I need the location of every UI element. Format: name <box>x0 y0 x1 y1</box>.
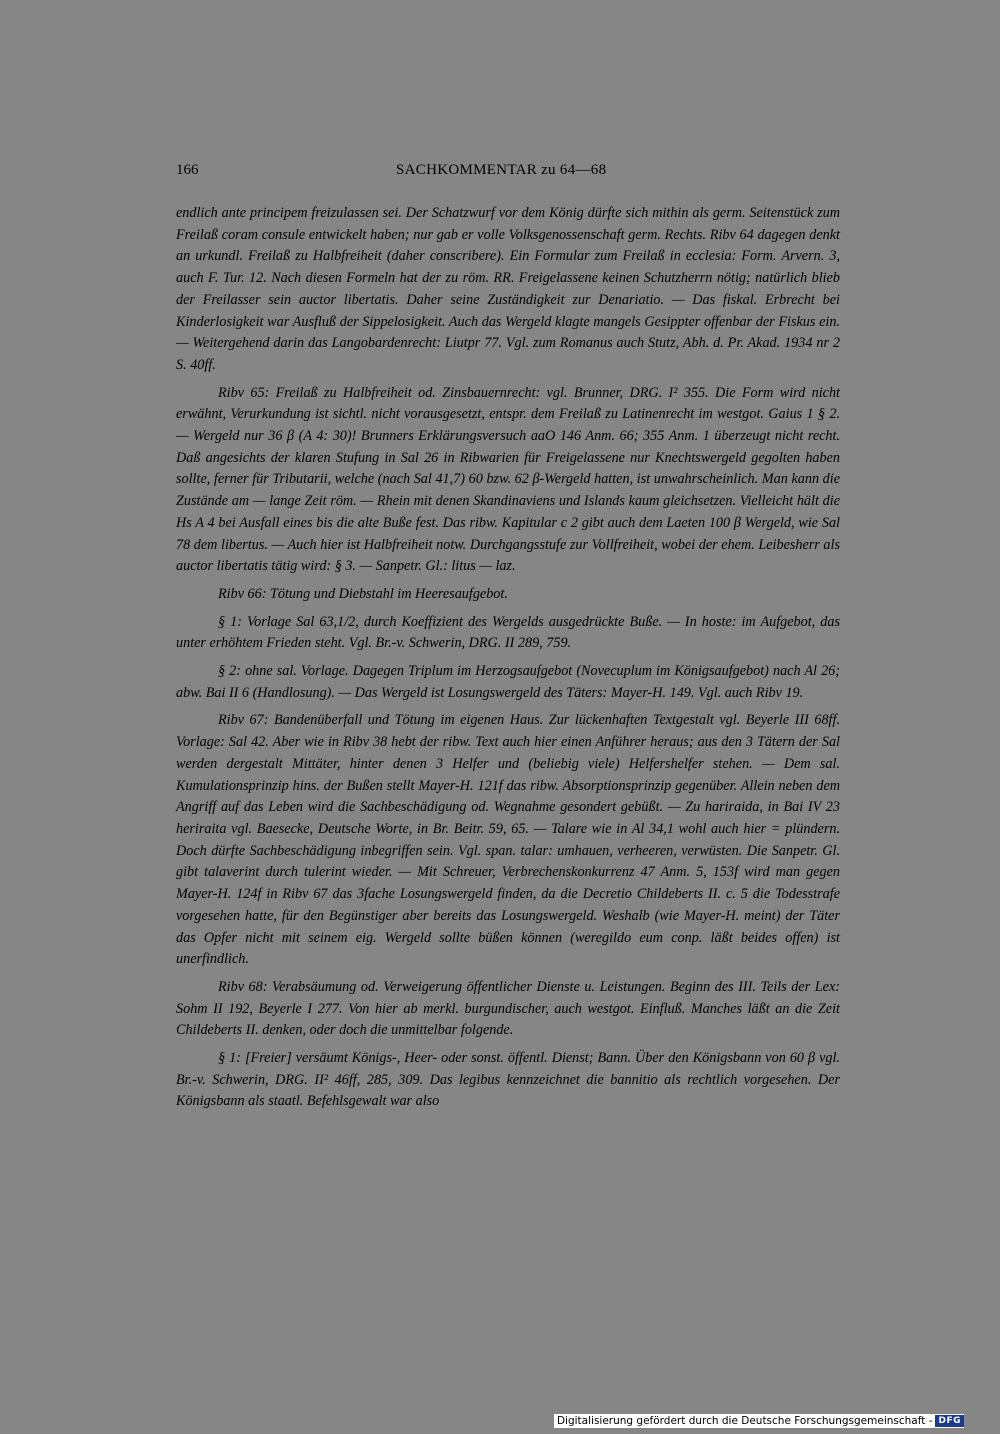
page-header <box>176 162 840 184</box>
digitization-credit <box>554 1414 964 1428</box>
paragraph-ribv67: Ribv 67: Bandenüberfall und Tötung im eigenen Haus. Zur lückenhaften Textgestalt vgl. Beyerle III 68ff. Vorlage: Sal 42. Aber wie in Ribv 38 hebt der ribw. Text auch hier einen Anführer heraus; aus den 3 Tätern der Sal werden dergestalt Mittäter, hinter denen 3 Helfer und (beliebig viele) Helfershelfer stehen. — Dem sal. Kumulationsprinzip hins. der Bußen stellt Mayer-H. 121f das ribw. Absorptionsprinzip gegenüber. Allein neben dem Angriff auf das Leben wird die Sachbeschädigung od. Wegnahme gesondert gebüßt. — Zu hariraida, in Bai IV 23 heriraita vgl. Baesecke, Deutsche Worte, in Br. Beitr. 59, 65. — Talare wie in Al 34,1 wohl auch hier = plündern. Doch dürfte Sachbeschädigung inbegriffen sein. Vgl. span. talar: umhauen, verheeren, verwüsten. Die Sanpetr. Gl. gibt talaverint durch tulerint wieder. — Mit Schreuer, Verbrechenskonkurrenz 47 Anm. 5, 153f wird man gegen Mayer-H. 124f in Ribv 67 das 3fache Losungswergeld finden, da die Decretio Childeberts II. c. 5 die Todesstrafe vorgesehen hatte, für den Begünstiger aber bereits das Losungswergeld. Weshalb (wie Mayer-H. meint) der Täter das Opfer nicht mit seinem eig. Wergeld sollte büßen können (weregildo eum conp. läßt beides offen) ist unerfindlich. <box>176 712 840 968</box>
page-number: 166 <box>176 162 199 178</box>
running-head: SACHKOMMENTAR zu 64—68 <box>396 162 607 178</box>
paragraph-ribv66-s1: § 1: Vorlage Sal 63,1/2, durch Koeffizient des Wergelds ausgedrückte Buße. — In hoste: im Aufgebot, das unter erhöhtem Frieden steht. Vgl. Br.-v. Schwerin, DRG. II 289, 759. <box>176 613 840 652</box>
paragraph-ribv64-continuation: endlich ante principem freizulassen sei. Der Schatzwurf vor dem König dürfte sich mithin als germ. Seitenstück zum Freilaß coram consule entwickelt haben; nur gab er volle Volksgenossenschaft germ. Rechts. Ribv 64 dagegen denkt an urkundl. Freilaß zu Halbfreiheit (daher conscribere). Ein Formular zum Freilaß in ecclesia: Form. Arvern. 3, auch F. Tur. 12. Nach diesen Formeln hat der zu röm. RR. Freigelassene keinen Schutzherrn nötig; natürlich blieb der Freilasser sein auctor libertatis. Daher seine Zuständigkeit zur Denariatio. — Das fiskal. Erbrecht bei Kinderlosigkeit war Ausfluß der Sippelosigkeit. Auch das Wergeld klagte mangels Gesippter offenbar der Fiskus ein. — Weitergehend darin das Langobardenrecht: Liutpr 77. Vgl. zum Romanus auch Stutz, Abh. d. Pr. Akad. 1934 nr 2 S. 40ff. <box>176 205 840 373</box>
paragraph-ribv66-s2: § 2: ohne sal. Vorlage. Dagegen Triplum im Herzogsaufgebot (Novecuplum im Königsaufgebot) nach Al 26; abw. Bai II 6 (Handlosung). — Das Wergeld ist Losungswergeld des Täters: Mayer-H. 149. Vgl. auch Ribv 19. <box>176 663 840 701</box>
paragraph-ribv68-s1: § 1: [Freier] versäumt Königs-, Heer- oder sonst. öffentl. Dienst; Bann. Über den Königsbann von 60 β vgl. Br.-v. Schwerin, DRG. II² 46ff, 285, 309. Das legibus kennzeichnet die bannitio als rechtlich vorgesehen. Der Königsbann als staatl. Befehlsgewalt war also <box>176 1050 840 1110</box>
dfg-logo: DFG <box>935 1415 964 1427</box>
paragraph-ribv66-heading: Ribv 66: Tötung und Diebstahl im Heeresaufgebot. <box>218 585 508 602</box>
paragraph-ribv68: Ribv 68: Verabsäumung od. Verweigerung öffentlicher Dienste u. Leistungen. Beginn des III. Teils der Lex: Sohm II 192, Beyerle I 277. Von hier ab merkl. burgundischer, auch westgot. Einfluß. Manches läßt an die Zeit Childeberts II. denken, oder doch die unmittelbar folgende. <box>176 978 840 1039</box>
commentary-text <box>176 203 840 1119</box>
paragraph-ribv65: Ribv 65: Freilaß zu Halbfreiheit od. Zinsbauernrecht: vgl. Brunner, DRG. I² 355. Die Form wird nicht erwähnt, Verurkundung ist sichtl. nicht vorausgesetzt, entspr. dem Freilaß zu Latinenrecht im westgot. Gaius 1 § 2. — Wergeld nur 36 β (A 4: 30)! Brunners Erklärungsversuch aaO 146 Anm. 66; 355 Anm. 1 überzeugt nicht recht. Daß angesichts der klaren Stufung in Sal 26 in Ribwarien für Freigelassene nur Knechtswergeld gegolten haben sollte, ferner für Tributarii, welche (nach Sal 41,7) 60 bzw. 62 β-Wergeld hatten, ist unwahrscheinlich. Man kann die Zustände am — lange Zeit röm. — Rhein mit denen Skandinaviens und Islands kaum gleichsetzen. Vielleicht hält die Hs A 4 bei Ausfall eines bis die alte Buße fest. Das ribw. Kapitular c 2 gibt auch dem Laeten 100 β Wergeld, wie Sal 78 dem libertus. — Auch hier ist Halbfreiheit notw. Durchgangsstufe zur Vollfreiheit, wobei der ehem. Leibesherr als auctor libertatis tätig wird: § 3. — Sanpetr. Gl.: litus — laz. <box>176 384 840 575</box>
credit-text: Digitalisierung gefördert durch die Deutsche Forschungsgemeinschaft - <box>556 1415 933 1427</box>
